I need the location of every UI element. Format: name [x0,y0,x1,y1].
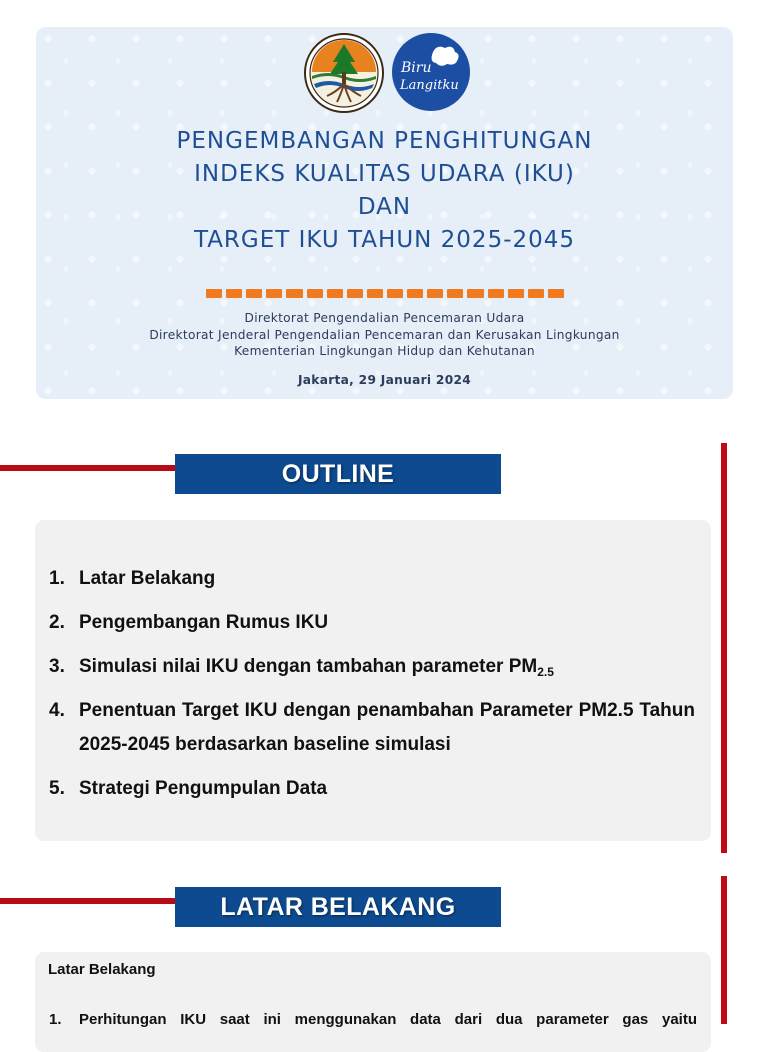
outline-item [49,772,695,806]
outline-item [49,562,695,596]
presentation-date: Jakarta, 29 Januari 2024 [297,373,472,387]
outline-item-text: Latar Belakang [79,568,216,589]
outline-panel [35,520,711,841]
outline-item-text: Penentuan Target IKU dengan penambahan Parameter PM2.5 Tahun 2025-2045 berdasarkan baseline simulasi [79,700,695,755]
latar-belakang-heading: Latar Belakang [48,961,156,978]
latar-right-rule [721,876,727,1024]
pm-subscript: 2.5 [537,665,554,679]
latar-item-text: Perhitungan IKU saat ini menggunakan data dari dua parameter gas yaitu [79,1011,697,1028]
organization-block [36,310,733,360]
latar-belakang-item [49,1011,697,1028]
outline-item [49,694,695,762]
presentation-title [36,125,733,257]
latar-item-number: 1. [49,1011,62,1028]
outline-item-text: Pengembangan Rumus IKU [79,612,329,633]
outline-item [49,650,695,684]
outline-item-number: 5. [49,778,65,799]
outline-item-text: Strategi Pengumpulan Data [79,778,328,799]
outline-item-number: 1. [49,568,65,589]
latar-left-rule [0,898,176,904]
outline-item-text: Simulasi nilai IKU dengan tambahan parameter PM [79,656,538,677]
outline-item [49,606,695,640]
latar-belakang-panel [35,952,711,1052]
title-line-4: TARGET IKU TAHUN 2025-2045 [193,227,576,253]
logo-text-langitku: Langitku [400,78,459,93]
title-line-2: INDEKS KUALITAS UDARA (IKU) [194,161,575,187]
outline-list [49,562,695,816]
outline-right-rule [721,443,727,853]
title-line-1: PENGEMBANGAN PENGHITUNGAN [176,128,593,154]
latar-belakang-banner: LATAR BELAKANG [175,887,501,927]
orange-dash-divider [206,289,564,298]
logo-row [36,32,733,112]
outline-item-number: 2. [49,612,65,633]
klhk-emblem-icon [303,32,385,114]
org-line-1: Direktorat Pengendalian Pencemaran Udara [244,311,525,325]
outline-item-number: 4. [49,700,65,721]
biru-langitku-logo-icon [391,32,471,112]
logo-text-biru: Biru [401,60,432,76]
org-line-2: Direktorat Jenderal Pengendalian Pencemaran dan Kerusakan Lingkungan [149,327,620,342]
title-card [36,27,733,399]
title-line-3: DAN [357,194,412,220]
outline-item-text-wrap [79,650,695,684]
outline-banner: OUTLINE [175,454,501,494]
outline-left-rule [0,465,176,471]
outline-item-number: 3. [49,656,65,677]
org-line-3: Kementerian Lingkungan Hidup dan Kehutanan [234,344,535,358]
